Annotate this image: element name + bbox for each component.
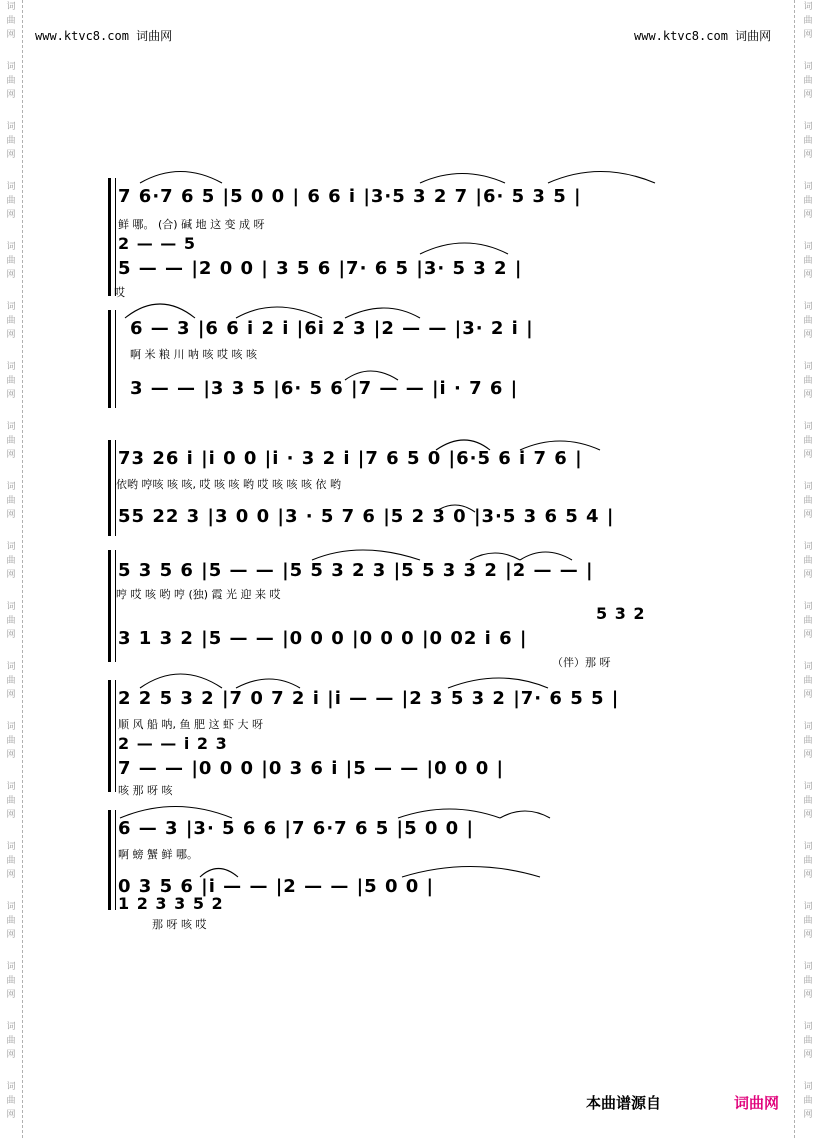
system5-lower-above: 2 — — i 2 3 <box>118 734 228 753</box>
watermark-char: 词 <box>6 122 16 132</box>
watermark-char: 曲 <box>803 616 813 626</box>
system3-upper-lyrics: 依哟 哼咳 咳 咳, 哎 咳 咳 哟 哎 咳 咳 咳 依 哟 <box>116 478 341 491</box>
system4-lower-notes: 3 1 3 2 |5 — — |0 0 0 |0 0 0 |0 02 i 6 | <box>118 628 528 649</box>
system6-upper-lyrics: 啊 螃 蟹 鲜 哪。 <box>118 848 198 861</box>
watermark-char: 网 <box>803 690 813 700</box>
watermark-char: 曲 <box>6 376 16 386</box>
watermark-char: 词 <box>803 842 813 852</box>
watermark-char: 曲 <box>803 1096 813 1106</box>
footer-source-label: 本曲谱源自 <box>586 1094 662 1112</box>
watermark-char: 词 <box>803 602 813 612</box>
system2-upper-notes: 6 — 3 |6 6 i 2 i |6i 2 3 |2 — — |3· 2 i | <box>130 318 534 339</box>
watermark-char: 网 <box>803 390 813 400</box>
watermark-char: 词 <box>803 662 813 672</box>
system1-lower-above: 2 — — 5 <box>118 234 196 253</box>
watermark-char: 曲 <box>803 256 813 266</box>
watermark-char: 网 <box>803 210 813 220</box>
watermark-char: 词 <box>803 62 813 72</box>
watermark-char: 词 <box>803 122 813 132</box>
watermark-char: 曲 <box>803 856 813 866</box>
watermark-char: 曲 <box>803 316 813 326</box>
watermark-char: 网 <box>803 270 813 280</box>
header-right-url[interactable]: www.ktvc8.com <box>634 29 728 43</box>
system4-upper-lyrics: 哼 哎 咳 哟 哼 (独) 霞 光 迎 来 哎 <box>116 588 281 601</box>
watermark-char: 网 <box>6 1110 16 1120</box>
watermark-char: 曲 <box>803 556 813 566</box>
system5-upper-lyrics: 顺 风 船 呐, 鱼 肥 这 虾 大 呀 <box>118 718 263 731</box>
watermark-char: 网 <box>803 510 813 520</box>
watermark-char: 曲 <box>803 1036 813 1046</box>
watermark-char: 曲 <box>803 76 813 86</box>
watermark-char: 曲 <box>6 736 16 746</box>
watermark-char: 曲 <box>803 436 813 446</box>
watermark-char: 曲 <box>6 256 16 266</box>
system4-lower-above: 5 3 2 <box>596 604 646 623</box>
watermark-char: 网 <box>803 330 813 340</box>
watermark-char: 网 <box>6 390 16 400</box>
watermark-char: 曲 <box>803 496 813 506</box>
header-left-brand: 词曲网 <box>136 29 173 43</box>
watermark-char: 词 <box>803 1082 813 1092</box>
watermark-char: 词 <box>6 722 16 732</box>
watermark-char: 网 <box>6 510 16 520</box>
watermark-char: 曲 <box>6 976 16 986</box>
watermark-char: 词 <box>6 482 16 492</box>
system1-upper-lyrics: 鲜 哪。 (合) 碱 地 这 变 成 呀 <box>118 218 265 231</box>
watermark-char: 网 <box>803 1050 813 1060</box>
watermark-char: 网 <box>6 270 16 280</box>
watermark-char: 词 <box>803 242 813 252</box>
watermark-char: 网 <box>6 210 16 220</box>
watermark-char: 词 <box>6 1022 16 1032</box>
watermark-char: 词 <box>6 362 16 372</box>
watermark-char: 词 <box>803 422 813 432</box>
watermark-char: 词 <box>803 542 813 552</box>
watermark-char: 词 <box>803 902 813 912</box>
watermark-char: 网 <box>6 150 16 160</box>
watermark-char: 网 <box>6 750 16 760</box>
watermark-char: 曲 <box>6 1096 16 1106</box>
system3-lower-notes: 55 22 3 |3 0 0 |3 · 5 7 6 |5 2 3 0 |3·5 3 6 5 4 | <box>118 506 615 527</box>
watermark-char: 曲 <box>803 676 813 686</box>
watermark-char: 网 <box>6 630 16 640</box>
watermark-char: 词 <box>803 362 813 372</box>
watermark-char: 曲 <box>803 376 813 386</box>
watermark-char: 曲 <box>6 436 16 446</box>
watermark-char: 词 <box>803 2 813 12</box>
watermark-char: 网 <box>803 570 813 580</box>
system1-upper-notes: 7 6·7 6 5 |5 0 0 | 6 6 i |3·5 3 2 7 |6· 5 3 5 | <box>118 186 582 207</box>
watermark-char: 词 <box>6 962 16 972</box>
header-right-brand: 词曲网 <box>735 29 772 43</box>
watermark-char: 网 <box>803 90 813 100</box>
watermark-char: 词 <box>803 722 813 732</box>
watermark-char: 网 <box>803 750 813 760</box>
watermark-char: 网 <box>6 810 16 820</box>
system5-upper-notes: 2 2 5 3 2 |7 0 7 2 i |i — — |2 3 5 3 2 |7· 6 5 5 | <box>118 688 620 709</box>
system6-lower-notes: 0 3 5 6 |i — — |2 — — |5 0 0 | <box>118 876 435 897</box>
system3-upper-notes: 73 26 i |i 0 0 |i · 3 2 i |7 6 5 0 |6·5 6 i 7 6 | <box>118 448 583 469</box>
watermark-char: 网 <box>803 810 813 820</box>
watermark-char: 曲 <box>803 736 813 746</box>
watermark-char: 网 <box>803 1110 813 1120</box>
watermark-char: 词 <box>803 482 813 492</box>
system5-lower-lyrics: 咳 那 呀 咳 <box>118 784 173 797</box>
watermark-char: 网 <box>6 1050 16 1060</box>
watermark-char: 网 <box>6 330 16 340</box>
watermark-char: 词 <box>6 602 16 612</box>
system6-upper-notes: 6 — 3 |3· 5 6 6 |7 6·7 6 5 |5 0 0 | <box>118 818 475 839</box>
watermark-char: 词 <box>6 662 16 672</box>
watermark-char: 词 <box>6 542 16 552</box>
watermark-char: 曲 <box>6 76 16 86</box>
system2-upper-lyrics: 啊 米 粮 川 呐 咳 哎 咳 咳 <box>130 348 257 361</box>
watermark-char: 词 <box>6 302 16 312</box>
watermark-char: 曲 <box>6 496 16 506</box>
watermark-char: 网 <box>803 630 813 640</box>
watermark-char: 词 <box>6 902 16 912</box>
system4-upper-notes: 5 3 5 6 |5 — — |5 5 3 2 3 |5 5 3 3 2 |2 — — | <box>118 560 594 581</box>
system6-lower-lyrics: 那 呀 咳 哎 <box>152 918 207 931</box>
watermark-char: 词 <box>6 242 16 252</box>
system1-lower-lyrics: 哎 <box>114 286 125 299</box>
watermark-char: 网 <box>6 690 16 700</box>
watermark-char: 词 <box>6 182 16 192</box>
watermark-char: 词 <box>6 62 16 72</box>
watermark-char: 网 <box>803 150 813 160</box>
watermark-char: 曲 <box>803 796 813 806</box>
watermark-char: 词 <box>6 1082 16 1092</box>
watermark-char: 网 <box>6 30 16 40</box>
watermark-char: 曲 <box>6 856 16 866</box>
watermark-char: 网 <box>803 450 813 460</box>
watermark-char: 网 <box>6 570 16 580</box>
watermark-char: 曲 <box>6 616 16 626</box>
watermark-char: 词 <box>6 2 16 12</box>
system2-lower-notes: 3 — — |3 3 5 |6· 5 6 |7 — — |i · 7 6 | <box>130 378 519 399</box>
watermark-char: 曲 <box>6 196 16 206</box>
watermark-char: 网 <box>6 90 16 100</box>
watermark-char: 曲 <box>6 316 16 326</box>
watermark-char: 网 <box>803 990 813 1000</box>
footer-brand[interactable]: 词曲网 <box>734 1094 780 1112</box>
system1-lower-notes: 5 — — |2 0 0 | 3 5 6 |7· 6 5 |3· 5 3 2 | <box>118 258 523 279</box>
watermark-char: 网 <box>803 30 813 40</box>
watermark-char: 网 <box>6 990 16 1000</box>
watermark-char: 词 <box>803 302 813 312</box>
header-left-url[interactable]: www.ktvc8.com <box>35 29 129 43</box>
watermark-char: 曲 <box>6 556 16 566</box>
watermark-char: 词 <box>6 782 16 792</box>
system6-lower-sub: 1 2 3 3 5 2 <box>118 894 224 913</box>
watermark-char: 曲 <box>6 136 16 146</box>
watermark-char: 词 <box>803 962 813 972</box>
watermark-char: 曲 <box>803 916 813 926</box>
watermark-char: 网 <box>803 870 813 880</box>
watermark-char: 曲 <box>6 796 16 806</box>
watermark-char: 曲 <box>803 976 813 986</box>
watermark-char: 网 <box>6 450 16 460</box>
watermark-char: 网 <box>803 930 813 940</box>
watermark-char: 曲 <box>6 676 16 686</box>
system4-lower-lyrics: （伴）那 呀 <box>552 656 611 669</box>
watermark-char: 词 <box>6 842 16 852</box>
watermark-char: 词 <box>6 422 16 432</box>
watermark-char: 曲 <box>803 136 813 146</box>
watermark-char: 词 <box>803 782 813 792</box>
watermark-char: 网 <box>6 870 16 880</box>
watermark-char: 曲 <box>6 16 16 26</box>
watermark-char: 曲 <box>6 916 16 926</box>
watermark-char: 网 <box>6 930 16 940</box>
watermark-char: 词 <box>803 1022 813 1032</box>
watermark-char: 词 <box>803 182 813 192</box>
watermark-char: 曲 <box>803 16 813 26</box>
watermark-char: 曲 <box>803 196 813 206</box>
system5-lower-notes: 7 — — |0 0 0 |0 3 6 i |5 — — |0 0 0 | <box>118 758 505 779</box>
watermark-char: 曲 <box>6 1036 16 1046</box>
